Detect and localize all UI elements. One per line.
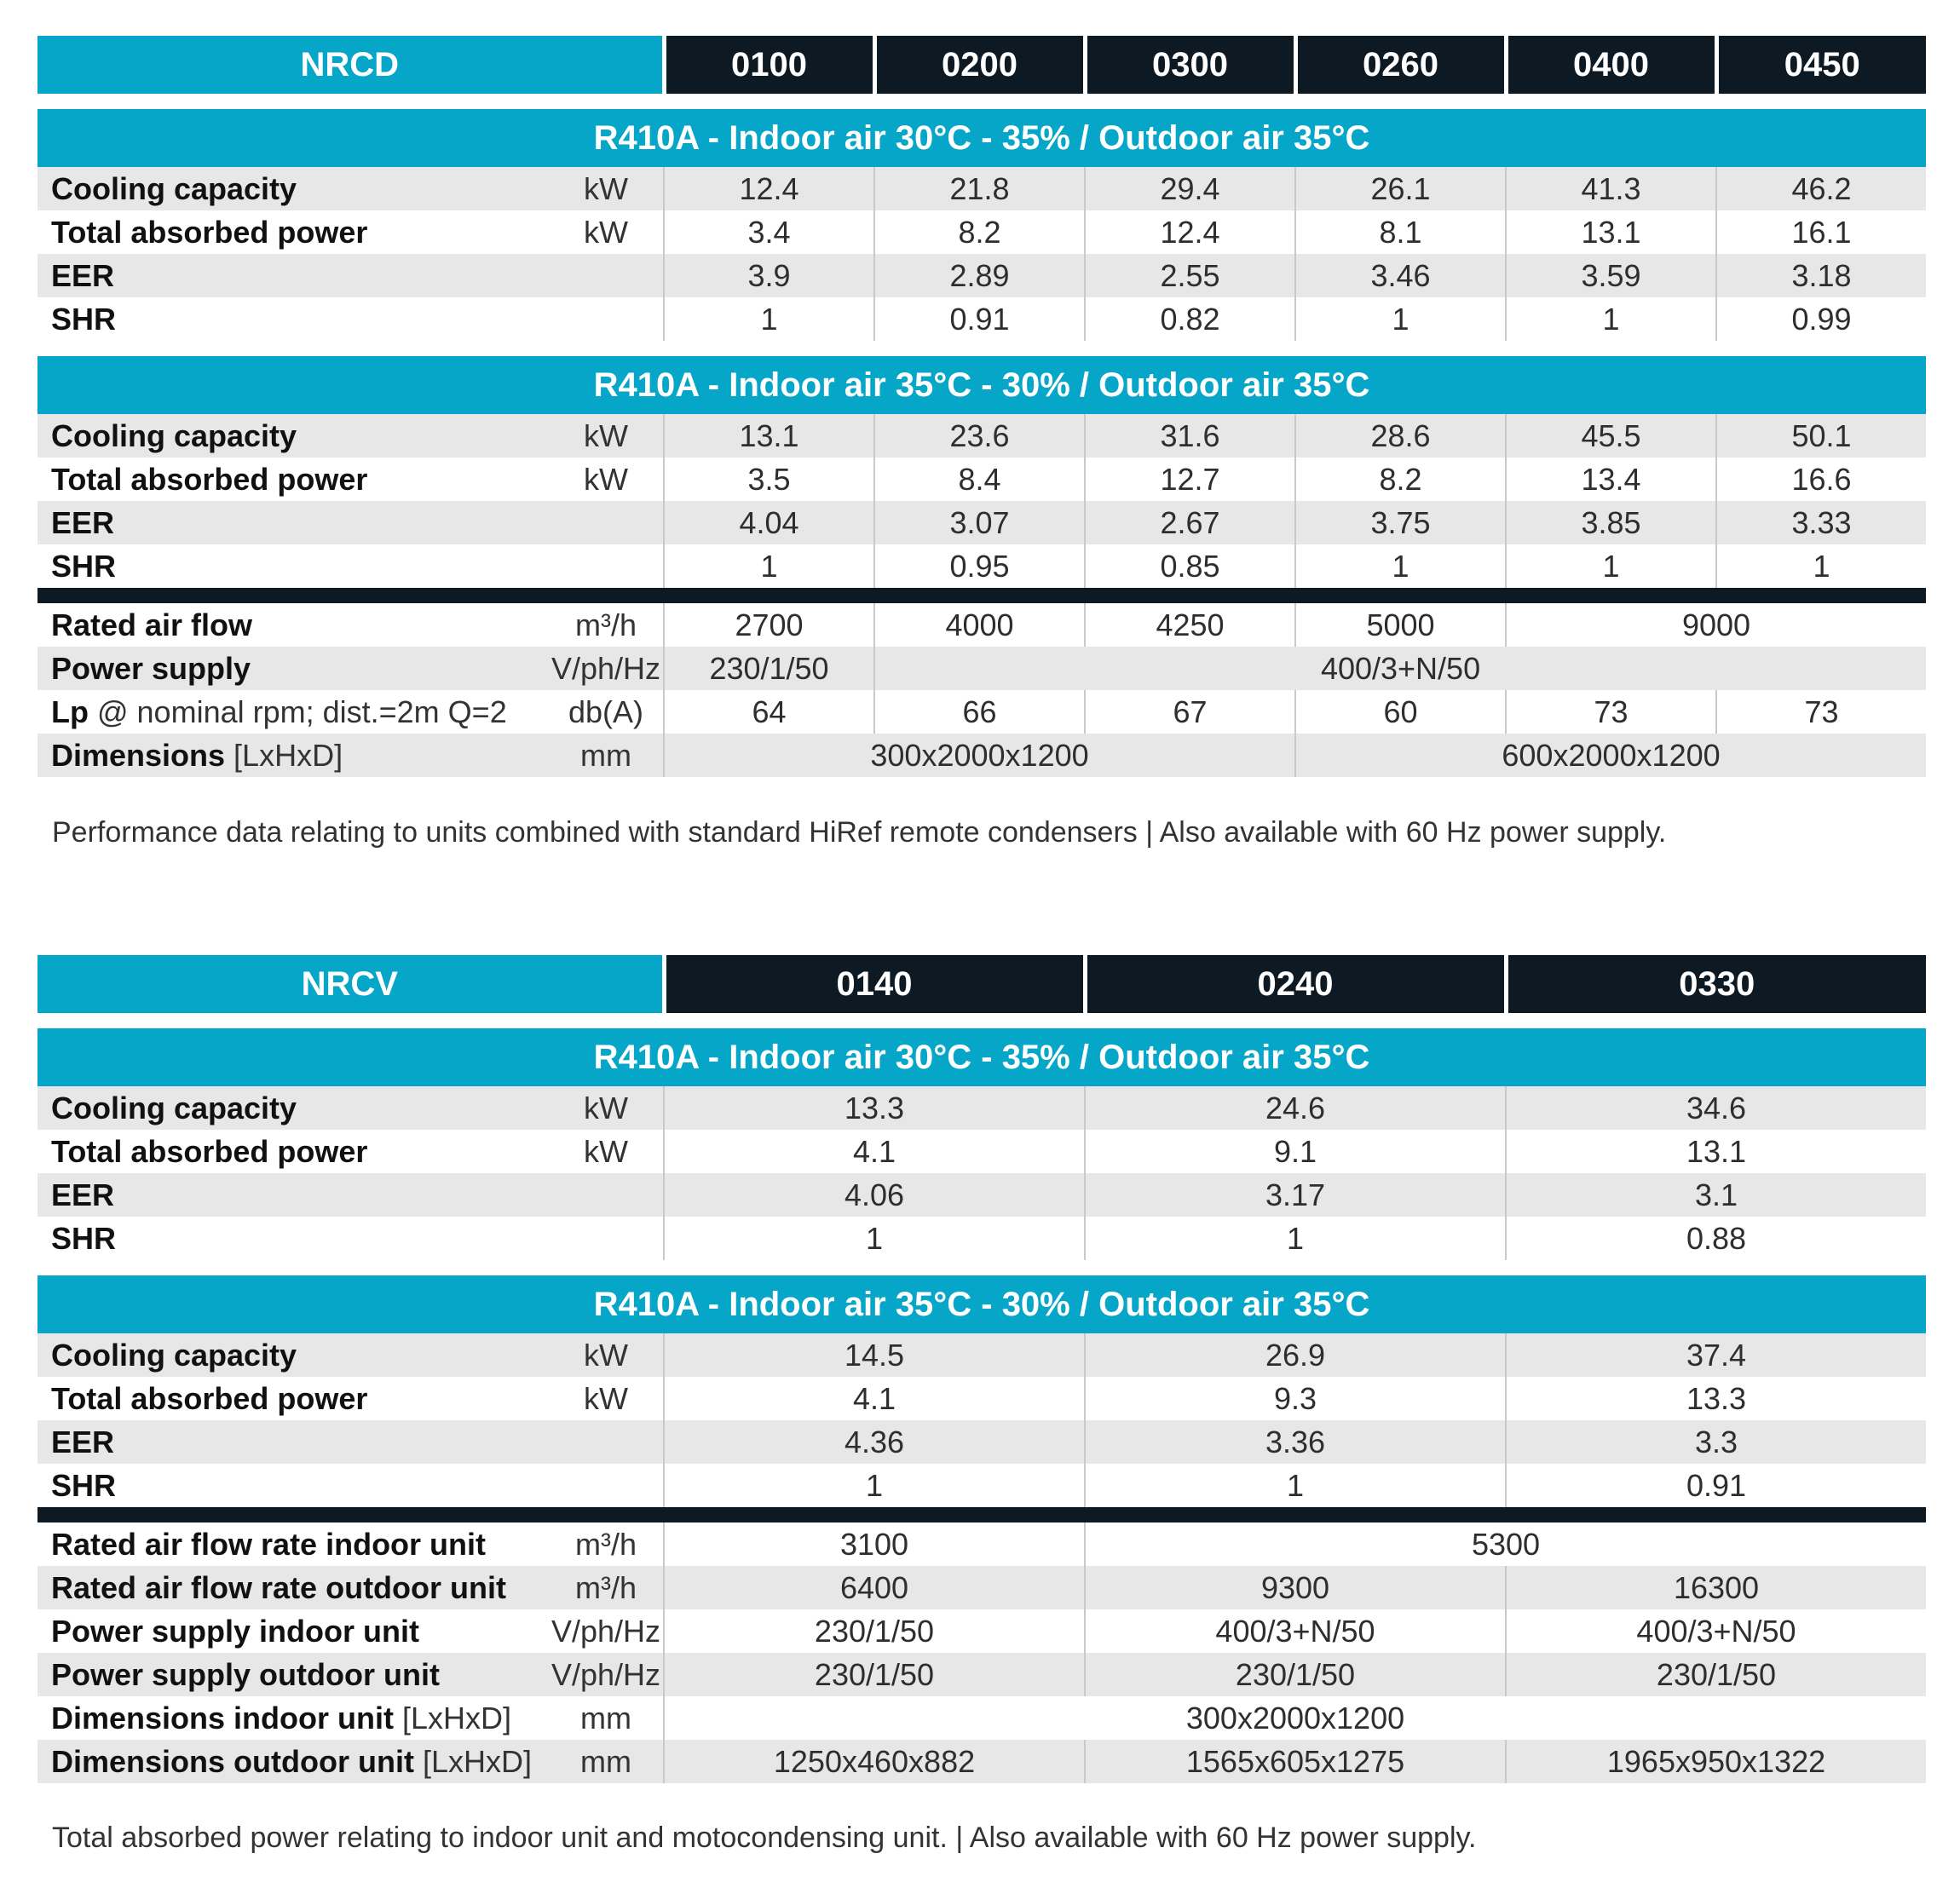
row-label: Total absorbed power — [37, 458, 549, 501]
cell-value: 6400 — [664, 1566, 1085, 1609]
nrcv-footnote: Total absorbed power relating to indoor unit and motocondensing unit. | Also available with 60 Hz power supply. — [52, 1822, 1477, 1854]
row-label: Power supply — [37, 647, 549, 690]
row-label: Total absorbed power — [37, 1130, 549, 1173]
cell-value: 26.1 — [1295, 167, 1506, 210]
nrcv-section1-rows — [37, 1086, 1926, 1260]
condition-title: R410A - Indoor air 30°C - 35% / Outdoor air 35°C — [37, 1028, 1926, 1086]
cell-value: 12.7 — [1085, 458, 1295, 501]
cell-value: 1 — [1085, 1217, 1506, 1260]
table-row — [37, 458, 1926, 501]
row-unit: kW — [549, 458, 664, 501]
cell-value: 1965x950x1322 — [1506, 1740, 1926, 1783]
cell-value: 24.6 — [1085, 1086, 1506, 1130]
cell-value: 13.1 — [664, 414, 874, 458]
row-label: Total absorbed power — [37, 210, 549, 254]
nrcd-table — [37, 36, 1926, 777]
table-row — [37, 1377, 1926, 1420]
cell-value: 8.2 — [1295, 458, 1506, 501]
row-label: Rated air flow — [37, 603, 549, 647]
cell-value: 1 — [1716, 544, 1926, 588]
cell-value: 3.18 — [1716, 254, 1926, 297]
cell-value: 4.04 — [664, 501, 874, 544]
cell-value: 1 — [1506, 544, 1716, 588]
row-unit — [549, 544, 664, 588]
row-label: SHR — [37, 544, 549, 588]
model-header: 0300 — [1085, 36, 1295, 94]
row-label — [37, 734, 549, 777]
model-header: 0400 — [1506, 36, 1716, 94]
row-label: Power supply indoor unit — [37, 1609, 549, 1653]
spacer — [37, 341, 1926, 356]
cell-value: 230/1/50 — [1085, 1653, 1506, 1696]
cell-value: 3.07 — [874, 501, 1085, 544]
row-label: SHR — [37, 1217, 549, 1260]
table-row — [37, 1696, 1926, 1740]
cell-value: 4.36 — [664, 1420, 1085, 1464]
row-unit — [549, 254, 664, 297]
cell-value: 2.89 — [874, 254, 1085, 297]
row-label — [37, 1696, 549, 1740]
series-title: NRCV — [37, 955, 664, 1013]
nrcv-table — [37, 955, 1926, 1783]
nrcd-section1-rows — [37, 167, 1926, 341]
cell-value: 14.5 — [664, 1333, 1085, 1377]
model-header: 0240 — [1085, 955, 1506, 1013]
row-label: EER — [37, 501, 549, 544]
cell-value: 1 — [664, 544, 874, 588]
cell-value: 13.1 — [1506, 210, 1716, 254]
table-row — [37, 1464, 1926, 1507]
table-row — [37, 603, 1926, 647]
table-row — [37, 1566, 1926, 1609]
condition-row — [37, 109, 1926, 167]
row-label-sub: [LxHxD] — [394, 1701, 512, 1735]
row-label: Rated air flow rate outdoor unit — [37, 1566, 549, 1609]
row-unit: kW — [549, 1377, 664, 1420]
condition-row — [37, 1028, 1926, 1086]
row-unit — [549, 297, 664, 341]
condition-title: R410A - Indoor air 35°C - 30% / Outdoor air 35°C — [37, 356, 1926, 414]
row-label: EER — [37, 1173, 549, 1217]
table-row — [37, 1173, 1926, 1217]
row-label: Total absorbed power — [37, 1377, 549, 1420]
model-header: 0450 — [1716, 36, 1926, 94]
row-unit — [549, 1173, 664, 1217]
cell-value: 1 — [1295, 297, 1506, 341]
cell-value: 1 — [1295, 544, 1506, 588]
row-unit: kW — [549, 414, 664, 458]
cell-value: 0.88 — [1506, 1217, 1926, 1260]
cell-value: 230/1/50 — [664, 647, 874, 690]
cell-value: 21.8 — [874, 167, 1085, 210]
row-unit: kW — [549, 1333, 664, 1377]
cell-value: 13.1 — [1506, 1130, 1926, 1173]
section-separator — [37, 588, 1926, 603]
cell-value: 8.1 — [1295, 210, 1506, 254]
cell-value: 0.95 — [874, 544, 1085, 588]
row-label-main: Lp — [51, 694, 89, 729]
cell-value: 8.2 — [874, 210, 1085, 254]
spacer — [37, 1013, 1926, 1028]
condition-title: R410A - Indoor air 30°C - 35% / Outdoor air 35°C — [37, 109, 1926, 167]
table-row — [37, 1740, 1926, 1783]
cell-value: 37.4 — [1506, 1333, 1926, 1377]
cell-value: 9300 — [1085, 1566, 1506, 1609]
cell-value: 1 — [1506, 297, 1716, 341]
cell-value: 2700 — [664, 603, 874, 647]
cell-value: 4.1 — [664, 1377, 1085, 1420]
cell-value: 0.82 — [1085, 297, 1295, 341]
cell-value: 1 — [664, 1464, 1085, 1507]
cell-value: 41.3 — [1506, 167, 1716, 210]
cell-value: 67 — [1085, 690, 1295, 734]
row-label — [37, 1740, 549, 1783]
row-label-sub: @ nominal rpm; dist.=2m Q=2 — [88, 694, 507, 729]
table-row — [37, 1653, 1926, 1696]
cell-value: 3.59 — [1506, 254, 1716, 297]
cell-value: 12.4 — [1085, 210, 1295, 254]
cell-value: 4000 — [874, 603, 1085, 647]
row-unit: mm — [549, 1740, 664, 1783]
model-header: 0200 — [874, 36, 1085, 94]
table-row — [37, 1217, 1926, 1260]
cell-value: 2.55 — [1085, 254, 1295, 297]
row-unit: m³/h — [549, 1566, 664, 1609]
cell-value: 3.3 — [1506, 1420, 1926, 1464]
cell-value: 3.5 — [664, 458, 874, 501]
cell-value: 600x2000x1200 — [1295, 734, 1926, 777]
table-row — [37, 167, 1926, 210]
row-label: Cooling capacity — [37, 167, 549, 210]
row-label: EER — [37, 254, 549, 297]
cell-value: 16.6 — [1716, 458, 1926, 501]
cell-value: 64 — [664, 690, 874, 734]
cell-value: 1 — [1085, 1464, 1506, 1507]
cell-value: 73 — [1506, 690, 1716, 734]
cell-value: 4.06 — [664, 1173, 1085, 1217]
cell-value: 9.3 — [1085, 1377, 1506, 1420]
model-header: 0100 — [664, 36, 874, 94]
model-header: 0140 — [664, 955, 1085, 1013]
row-unit: V/ph/Hz — [549, 647, 664, 690]
cell-value: 5000 — [1295, 603, 1506, 647]
cell-value: 16.1 — [1716, 210, 1926, 254]
cell-value: 26.9 — [1085, 1333, 1506, 1377]
table-row — [37, 544, 1926, 588]
table-row — [37, 1130, 1926, 1173]
cell-value: 13.3 — [1506, 1377, 1926, 1420]
condition-title: R410A - Indoor air 35°C - 30% / Outdoor air 35°C — [37, 1275, 1926, 1333]
cell-value: 34.6 — [1506, 1086, 1926, 1130]
cell-value: 4250 — [1085, 603, 1295, 647]
nrcv-section2-rows — [37, 1333, 1926, 1507]
row-unit: kW — [549, 1086, 664, 1130]
table-row — [37, 1609, 1926, 1653]
cell-value: 230/1/50 — [664, 1609, 1085, 1653]
cell-value: 5300 — [1085, 1522, 1926, 1566]
cell-value: 13.3 — [664, 1086, 1085, 1130]
row-label-main: Dimensions outdoor unit — [51, 1744, 414, 1779]
row-label: Cooling capacity — [37, 414, 549, 458]
cell-value: 45.5 — [1506, 414, 1716, 458]
row-unit: V/ph/Hz — [549, 1609, 664, 1653]
table-row — [37, 254, 1926, 297]
cell-value: 8.4 — [874, 458, 1085, 501]
cell-value: 66 — [874, 690, 1085, 734]
cell-value: 3.9 — [664, 254, 874, 297]
row-label: Rated air flow rate indoor unit — [37, 1522, 549, 1566]
cell-value: 3.36 — [1085, 1420, 1506, 1464]
row-label: SHR — [37, 297, 549, 341]
cell-value: 230/1/50 — [664, 1653, 1085, 1696]
condition-row — [37, 1275, 1926, 1333]
row-unit: m³/h — [549, 603, 664, 647]
cell-value: 3.4 — [664, 210, 874, 254]
row-unit — [549, 501, 664, 544]
cell-value: 3.46 — [1295, 254, 1506, 297]
row-unit: mm — [549, 734, 664, 777]
cell-value: 1250x460x882 — [664, 1740, 1085, 1783]
cell-value: 1565x605x1275 — [1085, 1740, 1506, 1783]
table-row — [37, 1086, 1926, 1130]
cell-value: 12.4 — [664, 167, 874, 210]
cell-value: 1 — [664, 297, 874, 341]
nrcv-header-row — [37, 955, 1926, 1013]
cell-value: 3.75 — [1295, 501, 1506, 544]
table-row — [37, 1420, 1926, 1464]
cell-value: 3100 — [664, 1522, 1085, 1566]
condition-row — [37, 356, 1926, 414]
row-label: SHR — [37, 1464, 549, 1507]
nrcd-section2-rows — [37, 414, 1926, 588]
table-row — [37, 690, 1926, 734]
cell-value: 3.1 — [1506, 1173, 1926, 1217]
model-header: 0260 — [1295, 36, 1506, 94]
section-separator — [37, 1507, 1926, 1522]
cell-value: 0.91 — [1506, 1464, 1926, 1507]
row-unit — [549, 1464, 664, 1507]
nrcd-header-row — [37, 36, 1926, 94]
cell-value: 400/3+N/50 — [1085, 1609, 1506, 1653]
row-unit: kW — [549, 167, 664, 210]
row-label: Power supply outdoor unit — [37, 1653, 549, 1696]
cell-value: 0.99 — [1716, 297, 1926, 341]
row-label: Cooling capacity — [37, 1333, 549, 1377]
row-label — [37, 690, 549, 734]
model-header: 0330 — [1506, 955, 1926, 1013]
row-unit: kW — [549, 1130, 664, 1173]
table-row — [37, 734, 1926, 777]
table-row — [37, 297, 1926, 341]
cell-value: 300x2000x1200 — [664, 1696, 1926, 1740]
cell-value: 29.4 — [1085, 167, 1295, 210]
cell-value: 400/3+N/50 — [1506, 1609, 1926, 1653]
cell-value: 0.85 — [1085, 544, 1295, 588]
row-unit — [549, 1420, 664, 1464]
row-label-main: Dimensions indoor unit — [51, 1701, 394, 1735]
row-label-main: Dimensions — [51, 738, 226, 773]
cell-value: 50.1 — [1716, 414, 1926, 458]
cell-value: 46.2 — [1716, 167, 1926, 210]
cell-value: 9000 — [1506, 603, 1926, 647]
cell-value: 230/1/50 — [1506, 1653, 1926, 1696]
table-row — [37, 414, 1926, 458]
table-row — [37, 1522, 1926, 1566]
cell-value: 1 — [664, 1217, 1085, 1260]
cell-value: 31.6 — [1085, 414, 1295, 458]
row-unit — [549, 1217, 664, 1260]
cell-value: 3.85 — [1506, 501, 1716, 544]
row-unit: mm — [549, 1696, 664, 1740]
row-label-sub: [LxHxD] — [413, 1744, 533, 1779]
table-row — [37, 210, 1926, 254]
spacer — [37, 1260, 1926, 1275]
cell-value: 9.1 — [1085, 1130, 1506, 1173]
table-row — [37, 647, 1926, 690]
row-label: Cooling capacity — [37, 1086, 549, 1130]
row-label: EER — [37, 1420, 549, 1464]
cell-value: 60 — [1295, 690, 1506, 734]
row-unit: V/ph/Hz — [549, 1653, 664, 1696]
row-unit: db(A) — [549, 690, 664, 734]
series-title: NRCD — [37, 36, 664, 94]
table-row — [37, 1333, 1926, 1377]
row-unit: kW — [549, 210, 664, 254]
cell-value: 73 — [1716, 690, 1926, 734]
cell-value: 3.33 — [1716, 501, 1926, 544]
cell-value: 400/3+N/50 — [874, 647, 1926, 690]
row-label-sub: [LxHxD] — [225, 738, 343, 773]
cell-value: 28.6 — [1295, 414, 1506, 458]
cell-value: 16300 — [1506, 1566, 1926, 1609]
cell-value: 0.91 — [874, 297, 1085, 341]
cell-value: 13.4 — [1506, 458, 1716, 501]
nrcd-footnote: Performance data relating to units combined with standard HiRef remote condensers | Also available with 60 Hz power supply. — [52, 816, 1667, 849]
spacer — [37, 94, 1926, 109]
cell-value: 4.1 — [664, 1130, 1085, 1173]
cell-value: 23.6 — [874, 414, 1085, 458]
table-row — [37, 501, 1926, 544]
row-unit: m³/h — [549, 1522, 664, 1566]
cell-value: 3.17 — [1085, 1173, 1506, 1217]
cell-value: 300x2000x1200 — [664, 734, 1295, 777]
cell-value: 2.67 — [1085, 501, 1295, 544]
